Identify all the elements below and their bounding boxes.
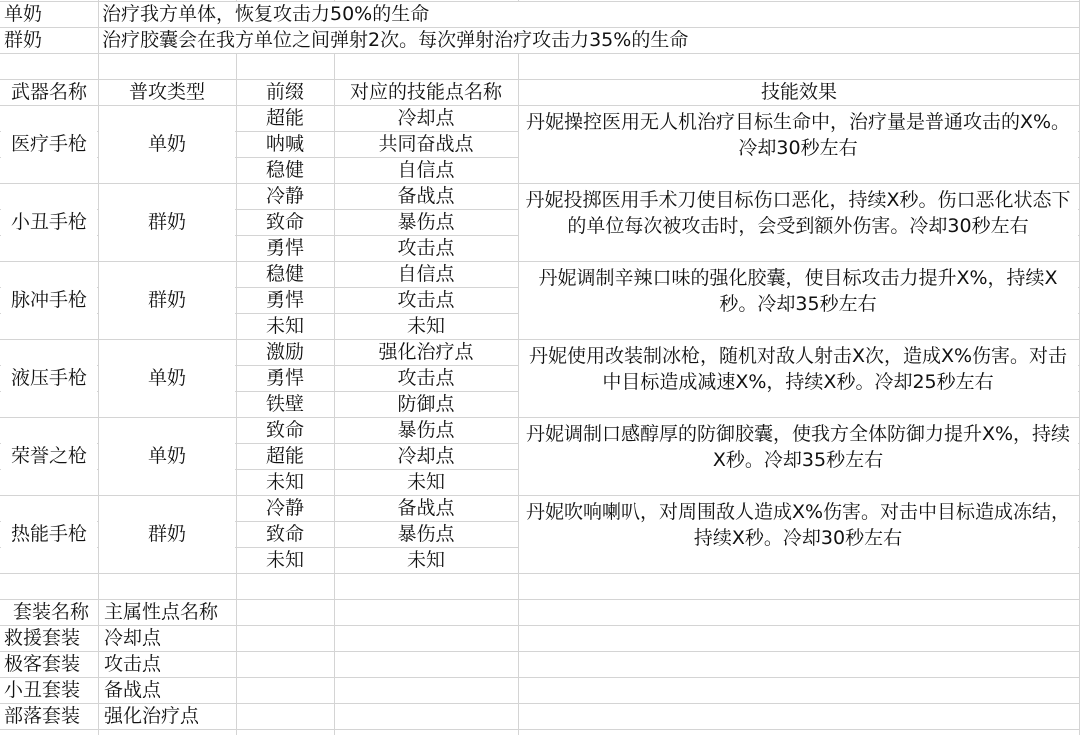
prefix-cell: 呐喊 bbox=[265, 133, 304, 155]
prefix-cell: 未知 bbox=[265, 315, 304, 337]
set-name-cell: 部落套装 bbox=[4, 705, 81, 727]
attack-type: 单奶 bbox=[147, 445, 186, 467]
skill-effect bbox=[522, 109, 1074, 161]
skill-effect-text: 丹妮调制辛辣口味的强化胶囊，使目标攻击力提升X%，持续X秒。冷却35秒左右 bbox=[538, 267, 1058, 315]
prefix-cell: 铁壁 bbox=[265, 393, 304, 415]
skill-point-cell: 未知 bbox=[406, 471, 445, 493]
definition-term: 单奶 bbox=[4, 3, 43, 25]
skill-point-cell: 暴伤点 bbox=[397, 211, 455, 233]
definition-text: 治疗我方单体，恢复攻击力50%的生命 bbox=[102, 3, 430, 25]
skill-point-cell: 未知 bbox=[406, 315, 445, 337]
attack-type: 群奶 bbox=[147, 211, 186, 233]
set-name-cell: 救援套装 bbox=[4, 627, 81, 649]
prefix-cell: 稳健 bbox=[265, 263, 304, 285]
skill-effect-text: 丹妮吹响喇叭，对周围敌人造成X%伤害。对击中目标造成冻结，持续X秒。冷却30秒左右 bbox=[525, 501, 1071, 549]
prefix-cell: 致命 bbox=[265, 211, 304, 233]
prefix-cell: 超能 bbox=[265, 107, 304, 129]
weapon-name: 液压手枪 bbox=[10, 367, 87, 389]
skill-point-cell: 攻击点 bbox=[397, 237, 455, 259]
skill-effect-text: 丹妮调制口感醇厚的防御胶囊，使我方全体防御力提升X%，持续X秒。冷却35秒左右 bbox=[525, 423, 1071, 471]
grid-row-line bbox=[0, 573, 1080, 574]
skill-effect bbox=[522, 187, 1074, 239]
prefix-cell: 勇悍 bbox=[265, 237, 304, 259]
grid-row-line bbox=[0, 729, 1080, 730]
skill-point-cell: 备战点 bbox=[397, 185, 455, 207]
skill-effect-text: 丹妮投掷医用手术刀使目标伤口恶化，持续X秒。伤口恶化状态下的单位每次被攻击时，会受到额外伤害。冷却30秒左右 bbox=[525, 189, 1071, 237]
prefix-cell: 勇悍 bbox=[265, 289, 304, 311]
weapon-name: 热能手枪 bbox=[10, 523, 87, 545]
prefix-cell: 冷静 bbox=[265, 497, 304, 519]
prefix-cell: 激励 bbox=[265, 341, 304, 363]
table-header: 武器名称 bbox=[10, 81, 87, 103]
attack-type: 群奶 bbox=[147, 523, 186, 545]
prefix-cell: 致命 bbox=[265, 419, 304, 441]
set-name-cell: 小丑套装 bbox=[4, 679, 81, 701]
set-table-header: 套装名称 bbox=[12, 601, 89, 623]
skill-point-cell: 备战点 bbox=[397, 497, 455, 519]
definition-term: 群奶 bbox=[4, 29, 43, 51]
skill-point-cell: 强化治疗点 bbox=[378, 341, 474, 363]
weapon-name: 荣誉之枪 bbox=[10, 445, 87, 467]
set-table-header: 主属性点名称 bbox=[104, 601, 219, 623]
skill-effect bbox=[522, 343, 1074, 395]
prefix-cell: 稳健 bbox=[265, 159, 304, 181]
set-attribute-cell: 冷却点 bbox=[104, 627, 162, 649]
skill-effect-text: 丹妮使用改装制冰枪，随机对敌人射击X次，造成X%伤害。对击中目标造成减速X%，持续X秒。冷却25秒左右 bbox=[528, 345, 1068, 393]
table-header: 前缀 bbox=[265, 81, 304, 103]
table-header: 技能效果 bbox=[760, 81, 837, 103]
weapon-name: 医疗手枪 bbox=[10, 133, 87, 155]
skill-point-cell: 暴伤点 bbox=[397, 523, 455, 545]
skill-effect bbox=[522, 265, 1074, 317]
attack-type: 群奶 bbox=[147, 289, 186, 311]
set-name-cell: 极客套装 bbox=[4, 653, 81, 675]
skill-effect bbox=[522, 499, 1074, 551]
skill-point-cell: 攻击点 bbox=[397, 367, 455, 389]
set-attribute-cell: 攻击点 bbox=[104, 653, 162, 675]
set-attribute-cell: 强化治疗点 bbox=[104, 705, 200, 727]
prefix-cell: 未知 bbox=[265, 471, 304, 493]
prefix-cell: 勇悍 bbox=[265, 367, 304, 389]
table-header: 普攻类型 bbox=[128, 81, 205, 103]
set-attribute-cell: 备战点 bbox=[104, 679, 162, 701]
skill-effect-text: 丹妮操控医用无人机治疗目标生命中，治疗量是普通攻击的X%。冷却30秒左右 bbox=[525, 111, 1071, 159]
skill-point-cell: 冷却点 bbox=[397, 445, 455, 467]
attack-type: 单奶 bbox=[147, 367, 186, 389]
prefix-cell: 致命 bbox=[265, 523, 304, 545]
table-header: 对应的技能点名称 bbox=[349, 81, 502, 103]
skill-point-cell: 自信点 bbox=[397, 263, 455, 285]
skill-effect bbox=[522, 421, 1074, 473]
skill-point-cell: 未知 bbox=[406, 549, 445, 571]
grid-row-line bbox=[0, 53, 1080, 54]
prefix-cell: 冷静 bbox=[265, 185, 304, 207]
definition-text: 治疗胶囊会在我方单位之间弹射2次。每次弹射治疗攻击力35%的生命 bbox=[102, 29, 689, 51]
weapon-name: 脉冲手枪 bbox=[10, 289, 87, 311]
prefix-cell: 未知 bbox=[265, 549, 304, 571]
prefix-cell: 超能 bbox=[265, 445, 304, 467]
skill-point-cell: 防御点 bbox=[397, 393, 455, 415]
skill-point-cell: 自信点 bbox=[397, 159, 455, 181]
attack-type: 单奶 bbox=[147, 133, 186, 155]
skill-point-cell: 冷却点 bbox=[397, 107, 455, 129]
skill-point-cell: 共同奋战点 bbox=[378, 133, 474, 155]
weapon-name: 小丑手枪 bbox=[10, 211, 87, 233]
skill-point-cell: 攻击点 bbox=[397, 289, 455, 311]
skill-point-cell: 暴伤点 bbox=[397, 419, 455, 441]
